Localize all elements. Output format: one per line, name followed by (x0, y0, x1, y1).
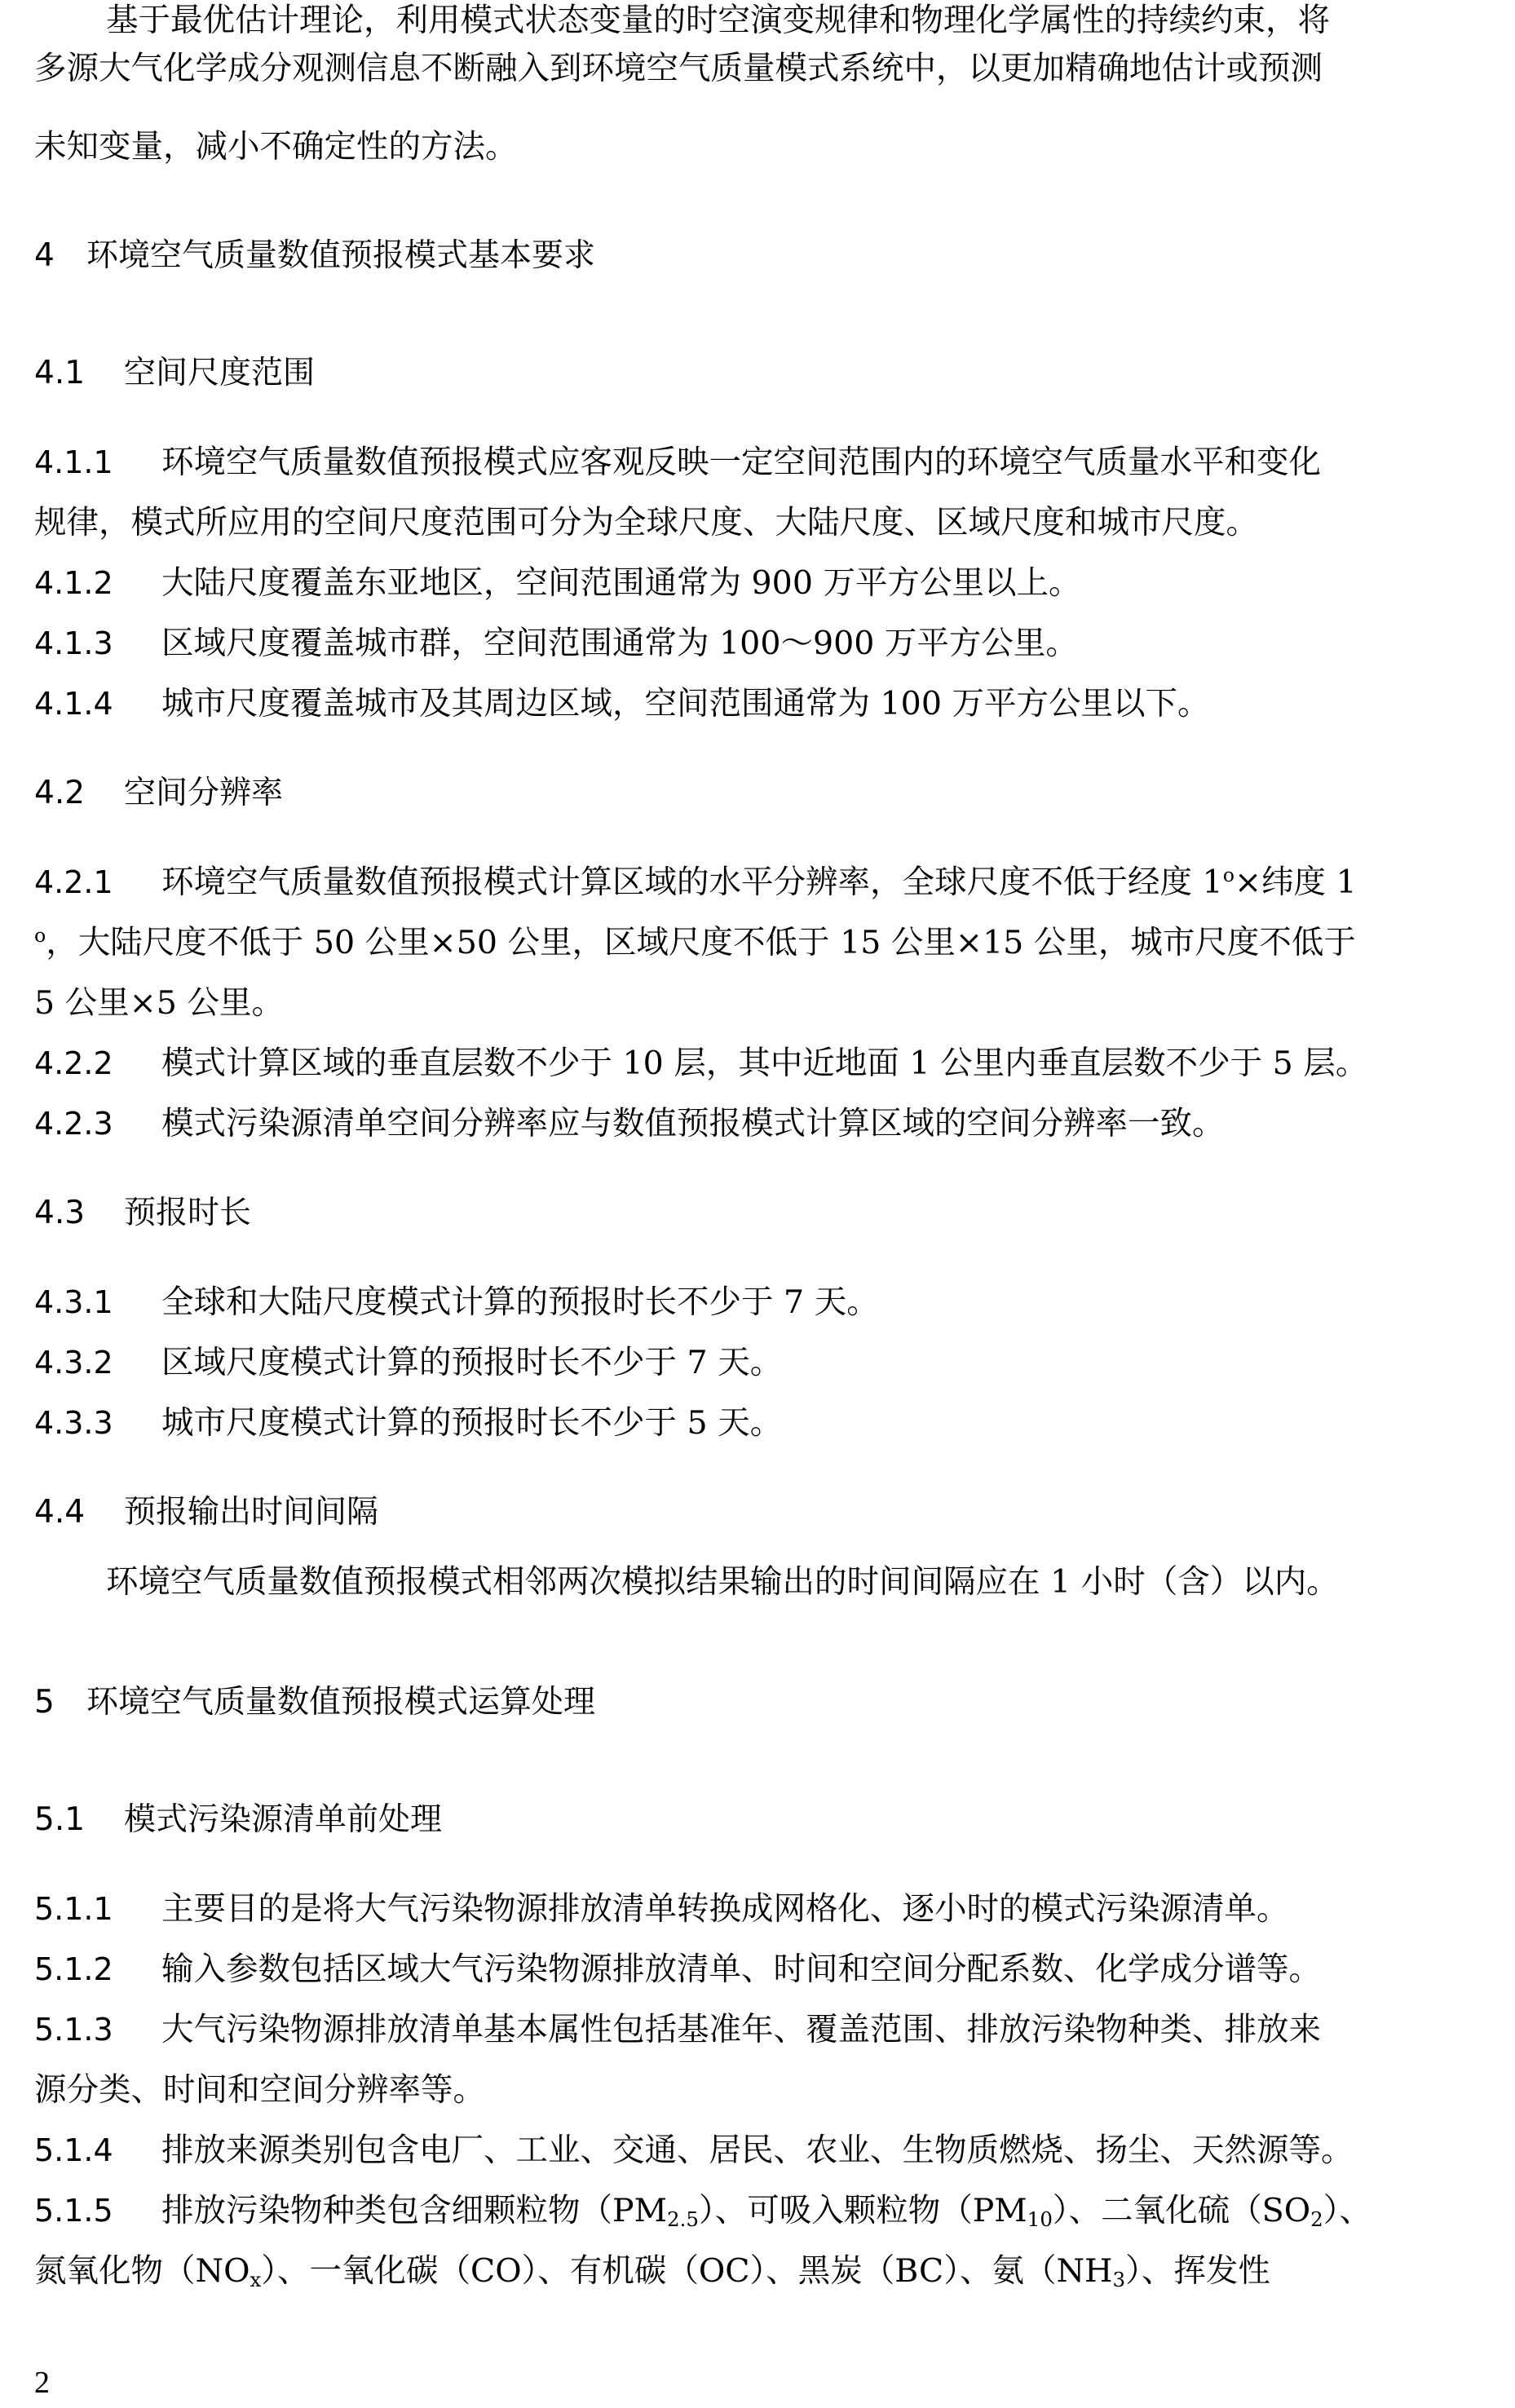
clause-4-1-3 (34, 625, 1078, 662)
clause-4-2-1-line-1 (34, 864, 1357, 901)
section-5-1-heading (34, 1801, 442, 1839)
clause-text: 排放来源类别包含电厂、工业、交通、居民、农业、生物质燃烧、扬尘、天然源等。 (161, 2132, 1354, 2169)
clause-text: 模式计算区域的垂直层数不少于 10 层，其中近地面 1 公里内垂直层数不少于 5 层。 (161, 1045, 1368, 1082)
clause-5-1-2 (34, 1951, 1321, 1988)
clause-number: 4.1.2 (34, 565, 113, 601)
clause-4-1-2 (34, 564, 1081, 602)
section-number: 4.4 (34, 1494, 86, 1531)
subscript: x (250, 2268, 262, 2292)
section-title: 空间尺度范围 (124, 355, 316, 391)
section-4-4-heading (34, 1494, 378, 1531)
clause-text: ）、可吸入颗粒物（PM (698, 2192, 1027, 2229)
section-title: 环境空气质量数值预报模式基本要求 (86, 237, 596, 274)
section-title: 空间分辨率 (124, 775, 284, 811)
subscript: 10 (1027, 2207, 1053, 2232)
clause-text: 城市尺度覆盖城市及其周边区域，空间范围通常为 100 万平方公里以下。 (161, 685, 1210, 722)
section-4-heading (34, 237, 595, 275)
clause-text: ）、二氧化硫（SO (1052, 2192, 1311, 2229)
clause-text: 全球和大陆尺度模式计算的预报时长不少于 7 天。 (161, 1284, 879, 1321)
section-number: 5 (34, 1684, 55, 1721)
clause-5-1-4 (34, 2132, 1354, 2169)
clause-text: 城市尺度模式计算的预报时长不少于 5 天。 (161, 1404, 783, 1442)
section-title: 预报输出时间间隔 (124, 1494, 379, 1531)
clause-text: 排放污染物种类包含细颗粒物（PM (161, 2192, 668, 2229)
section-title: 环境空气质量数值预报模式运算处理 (86, 1684, 596, 1721)
clause-number: 4.3.3 (34, 1405, 113, 1441)
clause-number: 4.1.3 (34, 625, 113, 661)
clause-number: 5.1.4 (34, 2132, 113, 2168)
clause-number: 5.1.2 (34, 1951, 113, 1987)
subscript: 2 (1310, 2207, 1323, 2232)
clause-text: 大气污染物源排放清单基本属性包括基准年、覆盖范围、排放污染物种类、排放来 (161, 2011, 1321, 2048)
degree-mark: o (34, 923, 46, 947)
clause-text: ）、挥发性 (1125, 2252, 1270, 2290)
intro-line-2: 多源大气化学成分观测信息不断融入到环境空气质量模式系统中，以更加精确地估计或预测 (34, 50, 1323, 87)
clause-text: 区域尺度覆盖城市群，空间范围通常为 100～900 万平方公里。 (161, 625, 1078, 662)
subscript: 2.5 (667, 2207, 699, 2232)
clause-4-3-2 (34, 1344, 782, 1381)
section-4-2-heading (34, 775, 283, 812)
clause-4-1-4 (34, 685, 1210, 722)
page-number: 2 (34, 2366, 50, 2400)
clause-4-1-1-line-1 (34, 444, 1321, 481)
clause-text: ，大陆尺度不低于 50 公里×50 公里，区域尺度不低于 15 公里×15 公里，城市尺度不低于 (46, 924, 1356, 961)
clause-5-1-5-line-1 (34, 2192, 1371, 2232)
clause-text: 氮氧化物（NO (34, 2252, 250, 2290)
clause-text: 模式污染源清单空间分辨率应与数值预报模式计算区域的空间分辨率一致。 (161, 1105, 1225, 1142)
clause-5-1-5-line-2 (34, 2252, 1270, 2290)
section-number: 4 (34, 237, 55, 274)
section-number: 5.1 (34, 1801, 86, 1838)
clause-text: ×纬度 1 (1234, 864, 1357, 901)
clause-text: 环境空气质量数值预报模式应客观反映一定空间范围内的环境空气质量水平和变化 (161, 444, 1321, 481)
section-4-3-heading (34, 1195, 251, 1232)
clause-number: 4.2.3 (34, 1106, 113, 1142)
clause-4-2-2 (34, 1045, 1367, 1082)
degree-mark: o (1222, 863, 1235, 886)
section-number: 4.1 (34, 355, 86, 391)
clause-4-1-1-line-2: 规律，模式所应用的空间尺度范围可分为全球尺度、大陆尺度、区域尺度和城市尺度。 (34, 504, 1258, 541)
clause-number: 4.2.2 (34, 1045, 113, 1081)
clause-5-1-3-line-1 (34, 2011, 1321, 2048)
clause-text: ）、一氧化碳（CO）、有机碳（OC）、黑炭（BC）、氨（NH (261, 2252, 1113, 2290)
clause-4-2-1-line-2 (34, 924, 1356, 961)
intro-line-3: 未知变量，减小不确定性的方法。 (34, 128, 518, 166)
clause-text: 大陆尺度覆盖东亚地区，空间范围通常为 900 万平方公里以上。 (161, 564, 1081, 602)
clause-4-3-1 (34, 1284, 879, 1321)
clause-number: 4.1.4 (34, 686, 113, 722)
section-5-heading (34, 1684, 595, 1721)
clause-text: 区域尺度模式计算的预报时长不少于 7 天。 (161, 1344, 783, 1381)
clause-number: 5.1.1 (34, 1891, 113, 1927)
subscript: 3 (1112, 2268, 1126, 2292)
clause-text: 主要目的是将大气污染物源排放清单转换成网格化、逐小时的模式污染源清单。 (161, 1890, 1289, 1928)
clause-text: 输入参数包括区域大气污染物源排放清单、时间和空间分配系数、化学成分谱等。 (161, 1951, 1321, 1988)
clause-number: 5.1.5 (34, 2193, 113, 2229)
clause-4-3-3 (34, 1404, 782, 1442)
clause-number: 4.1.1 (34, 444, 113, 480)
clause-text: ）、 (1323, 2192, 1371, 2229)
section-4-4-paragraph: 环境空气质量数值预报模式相邻两次模拟结果输出的时间间隔应在 1 小时（含）以内。 (106, 1563, 1339, 1601)
intro-line-1: 基于最优估计理论，利用模式状态变量的时空演变规律和物理化学属性的持续约束，将 (106, 2, 1330, 39)
clause-5-1-1 (34, 1890, 1289, 1928)
clause-5-1-3-line-2: 源分类、时间和空间分辨率等。 (34, 2071, 485, 2109)
section-number: 4.3 (34, 1195, 86, 1231)
section-4-1-heading (34, 355, 315, 392)
clause-text: 环境空气质量数值预报模式计算区域的水平分辨率，全球尺度不低于经度 1 (161, 864, 1223, 901)
section-title: 预报时长 (124, 1195, 252, 1231)
clause-4-2-3 (34, 1105, 1225, 1142)
section-title: 模式污染源清单前处理 (124, 1801, 443, 1838)
section-number: 4.2 (34, 775, 86, 811)
clause-number: 5.1.3 (34, 2012, 113, 2048)
clause-number: 4.2.1 (34, 864, 113, 900)
clause-4-2-1-line-3: 5 公里×5 公里。 (34, 984, 284, 1022)
clause-number: 4.3.2 (34, 1345, 113, 1381)
clause-number: 4.3.1 (34, 1284, 113, 1320)
